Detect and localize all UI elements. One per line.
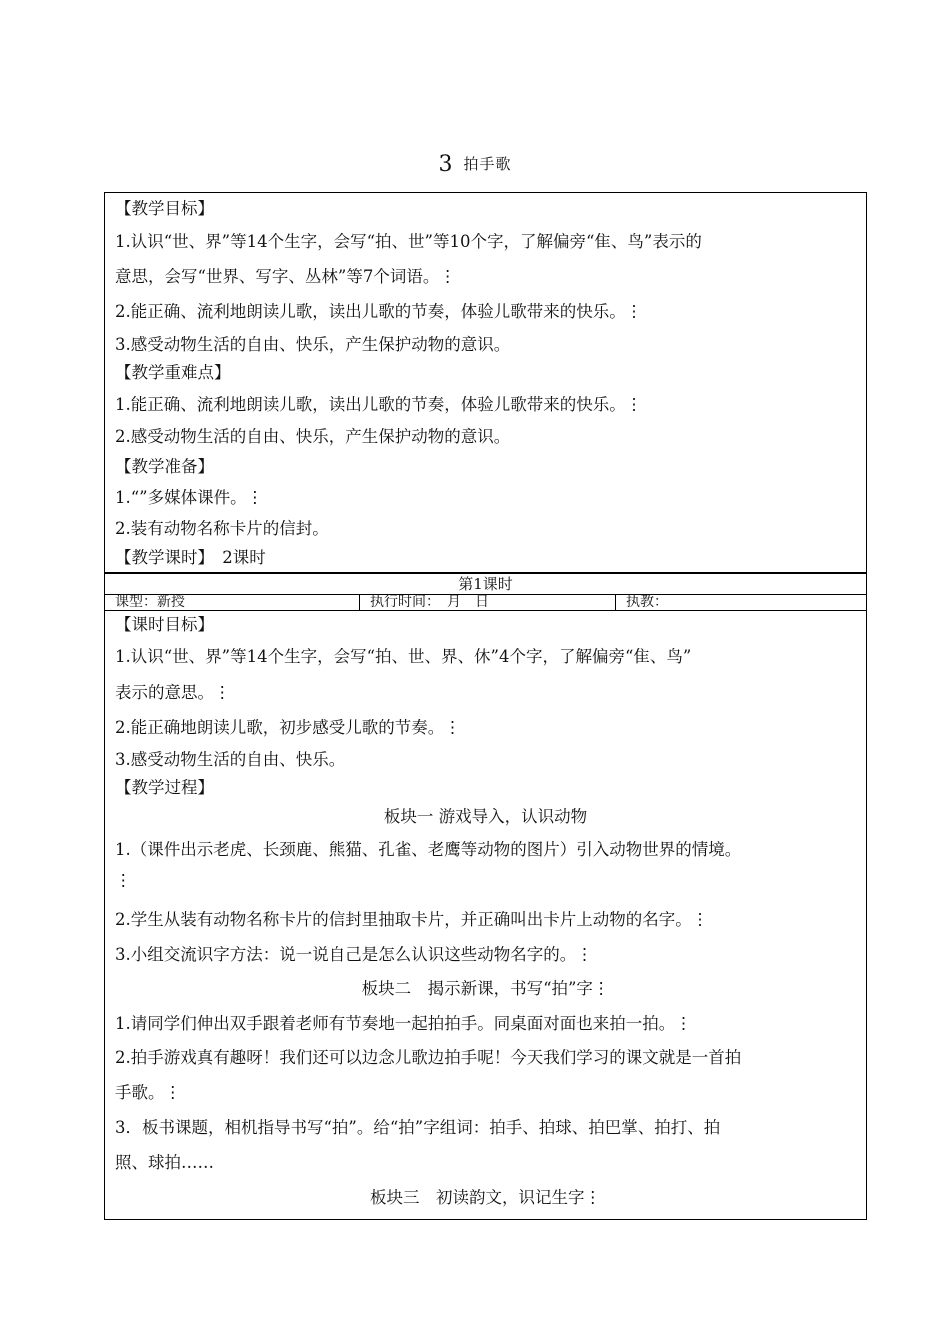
lesson-info-table <box>104 573 867 611</box>
section-one-step-1-cont: ⋮ <box>115 871 132 890</box>
goal-3: 3.感受动物生活的自由、快乐，产生保护动物的意识。 <box>115 335 511 354</box>
section-one-heading: 板块一 游戏导入，认识动物 <box>383 807 588 826</box>
section-two-step-1: 1.请同学们伸出双手跟着老师有节奏地一起拍拍手。同桌面对面也来拍一拍。⋮ <box>115 1014 692 1033</box>
heading-class-hours: 【教学课时】 2课时 <box>115 548 266 567</box>
lesson-info-row <box>105 594 866 611</box>
goal-1-line-2: 意思，会写“世界、写字、丛林”等7个词语。⋮ <box>115 267 456 286</box>
heading-preparation: 【教学准备】 <box>115 457 214 476</box>
lesson-goal-1-line-1: 1.认识“世、界”等14个生字，会写“拍、世、界、休”4个字，了解偏旁“隹、鸟” <box>115 647 692 666</box>
section-two-step-2-line-1: 2.拍手游戏真有趣呀！我们还可以边念儿歌边拍手呢！今天我们学习的课文就是一首拍 <box>115 1048 742 1067</box>
section-one-step-2: 2.学生从装有动物名称卡片的信封里抽取卡片，并正确叫出卡片上动物的名字。⋮ <box>115 910 709 929</box>
section-two-step-3-line-1: 3．板书课题，相机指导书写“拍”。给“拍”字组词：拍手、拍球、拍巴掌、拍打、拍 <box>115 1118 721 1137</box>
lesson-goal-1-line-2: 表示的意思。⋮ <box>115 683 231 702</box>
section-one-step-3: 3.小组交流识字方法：说一说自己是怎么认识这些动物名字的。⋮ <box>115 945 593 964</box>
goal-2: 2.能正确、流利地朗读儿歌，读出儿歌的节奏，体验儿歌带来的快乐。⋮ <box>115 302 643 321</box>
section-three-heading: 板块三 初读韵文，识记生字⋮ <box>370 1188 601 1207</box>
lesson-type-cell: 课型：新授 <box>115 594 185 610</box>
lesson-goal-3: 3.感受动物生活的自由、快乐。 <box>115 750 346 769</box>
section-two-step-2-line-2: 手歌。⋮ <box>115 1083 181 1102</box>
page-title <box>0 152 950 177</box>
heading-teaching-process: 【教学过程】 <box>115 778 214 797</box>
section-two-heading: 板块二 揭示新课，书写“拍”字⋮ <box>361 979 610 998</box>
preparation-1: 1.“”多媒体课件。⋮ <box>115 488 264 507</box>
heading-lesson-goals: 【课时目标】 <box>115 615 214 634</box>
lesson-plan-box <box>104 610 867 1220</box>
section-two-step-3-line-2: 照、球拍…… <box>115 1153 214 1172</box>
key-point-2: 2.感受动物生活的自由、快乐，产生保护动物的意识。 <box>115 427 511 446</box>
heading-teaching-goals: 【教学目标】 <box>115 199 214 218</box>
lesson-period-header: 第1课时 <box>105 574 866 595</box>
teacher-cell: 执教： <box>615 594 867 611</box>
lesson-goal-2: 2.能正确地朗读儿歌，初步感受儿歌的节奏。⋮ <box>115 718 461 737</box>
execution-time-cell: 执行时间： 月 日 <box>359 594 615 611</box>
key-point-1: 1.能正确、流利地朗读儿歌，读出儿歌的节奏，体验儿歌带来的快乐。⋮ <box>115 395 643 414</box>
goal-1-line-1: 1.认识“世、界”等14个生字，会写“拍、世”等10个字，了解偏旁“隹、鸟”表示的 <box>115 232 702 251</box>
lesson-title: 拍手歌 <box>463 155 512 173</box>
section-one-step-1: 1.（课件出示老虎、长颈鹿、熊猫、孔雀、老鹰等动物的图片）引入动物世界的情境。 <box>115 840 742 859</box>
preparation-2: 2.装有动物名称卡片的信封。 <box>115 519 329 538</box>
teaching-overview-box <box>104 192 867 573</box>
lesson-number: 3 <box>438 152 454 177</box>
heading-key-points: 【教学重难点】 <box>115 363 231 382</box>
